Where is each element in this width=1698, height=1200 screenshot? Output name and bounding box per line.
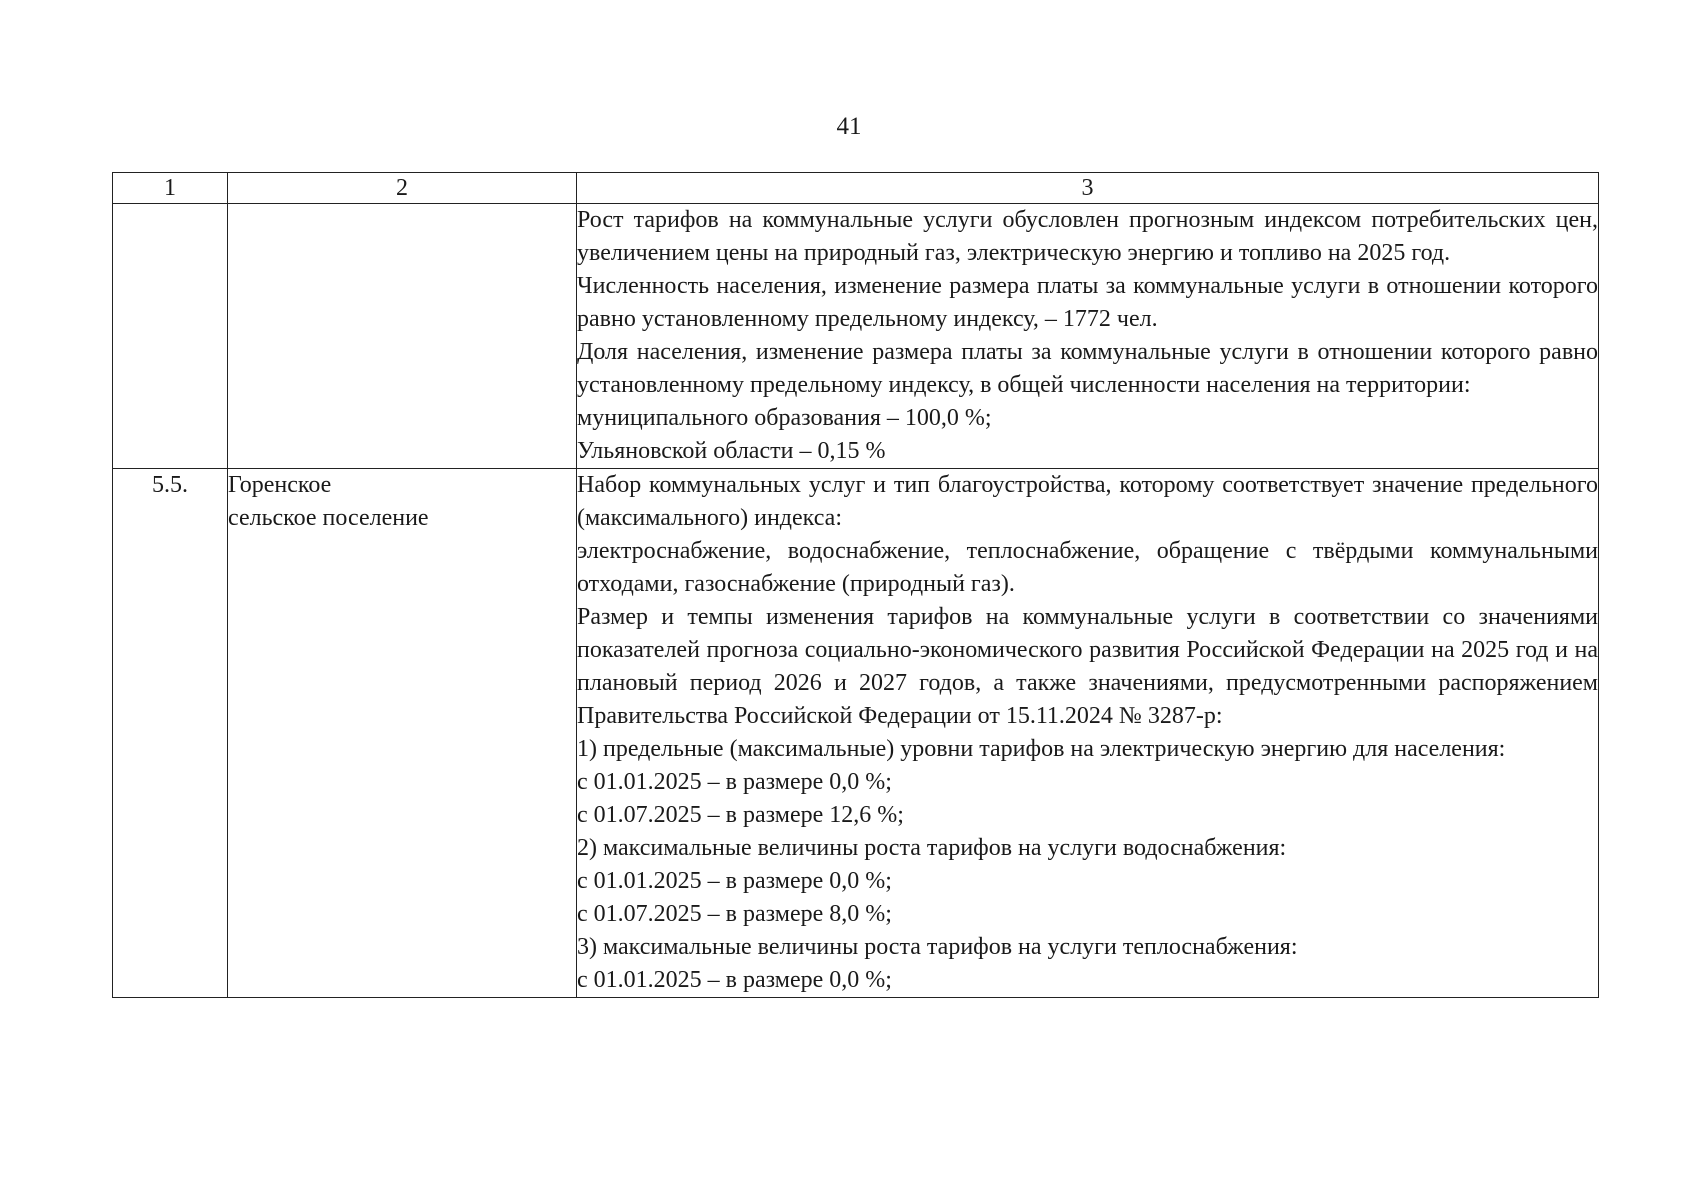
column-header-1: 1 bbox=[113, 173, 228, 204]
paragraph: Размер и темпы изменения тарифов на коммунальные услуги в соответствии со значениями показателей прогноза социально-экономического развития Российской Федерации на 2025 год и на плановый период 2026 и 2027 годов, а также значениями, предусмотренными распоряжением Правительства Российской Федерации от 15.11.2024 № 3287-р: bbox=[577, 604, 1598, 729]
text-line: 2) максимальные величины роста тарифов на услуги водоснабжения: bbox=[577, 835, 1287, 861]
text-line: с 01.01.2025 – в размере 0,0 %; bbox=[577, 967, 892, 993]
municipality-name-line: сельское поселение bbox=[228, 505, 429, 531]
row-number-cell: 5.5. bbox=[113, 469, 228, 998]
text-line: с 01.01.2025 – в размере 0,0 %; bbox=[577, 868, 892, 894]
column-header-3: 3 bbox=[577, 173, 1599, 204]
row-number-cell bbox=[113, 204, 228, 469]
text-line: с 01.07.2025 – в размере 12,6 %; bbox=[577, 802, 904, 828]
text-line: с 01.01.2025 – в размере 0,0 %; bbox=[577, 769, 892, 795]
tariff-table bbox=[112, 172, 1599, 998]
paragraph: 1) предельные (максимальные) уровни тарифов на электрическую энергию для населения: bbox=[577, 736, 1506, 762]
paragraph: Набор коммунальных услуг и тип благоустройства, которому соответствует значение предельного (максимального) индекса: bbox=[577, 472, 1598, 531]
column-header-row bbox=[113, 173, 1599, 204]
text-line: с 01.07.2025 – в размере 8,0 %; bbox=[577, 901, 892, 927]
page-number: 41 bbox=[836, 113, 862, 140]
table-row bbox=[113, 469, 1599, 998]
municipality-name-line: Горенское bbox=[228, 472, 332, 498]
text-line: муниципального образования – 100,0 %; bbox=[577, 405, 992, 431]
paragraph: Численность населения, изменение размера платы за коммунальные услуги в отношении которого равно установленному предельному индексу, – 1772 чел. bbox=[577, 273, 1598, 332]
text-line: 3) максимальные величины роста тарифов на услуги теплоснабжения: bbox=[577, 934, 1298, 960]
paragraph: электроснабжение, водоснабжение, теплоснабжение, обращение с твёрдыми коммунальными отходами, газоснабжение (природный газ). bbox=[577, 538, 1598, 597]
municipality-cell bbox=[228, 469, 577, 998]
column-header-2: 2 bbox=[228, 173, 577, 204]
table-row bbox=[113, 204, 1599, 469]
text-line: Ульяновской области – 0,15 % bbox=[577, 438, 886, 464]
municipality-cell bbox=[228, 204, 577, 469]
description-cell bbox=[577, 469, 1599, 998]
paragraph: Доля населения, изменение размера платы за коммунальные услуги в отношении которого равно установленному предельному индексу, в общей численности населения на территории: bbox=[577, 339, 1598, 398]
description-cell bbox=[577, 204, 1599, 469]
paragraph: Рост тарифов на коммунальные услуги обусловлен прогнозным индексом потребительских цен, увеличением цены на природный газ, электрическую энергию и топливо на 2025 год. bbox=[577, 207, 1598, 266]
